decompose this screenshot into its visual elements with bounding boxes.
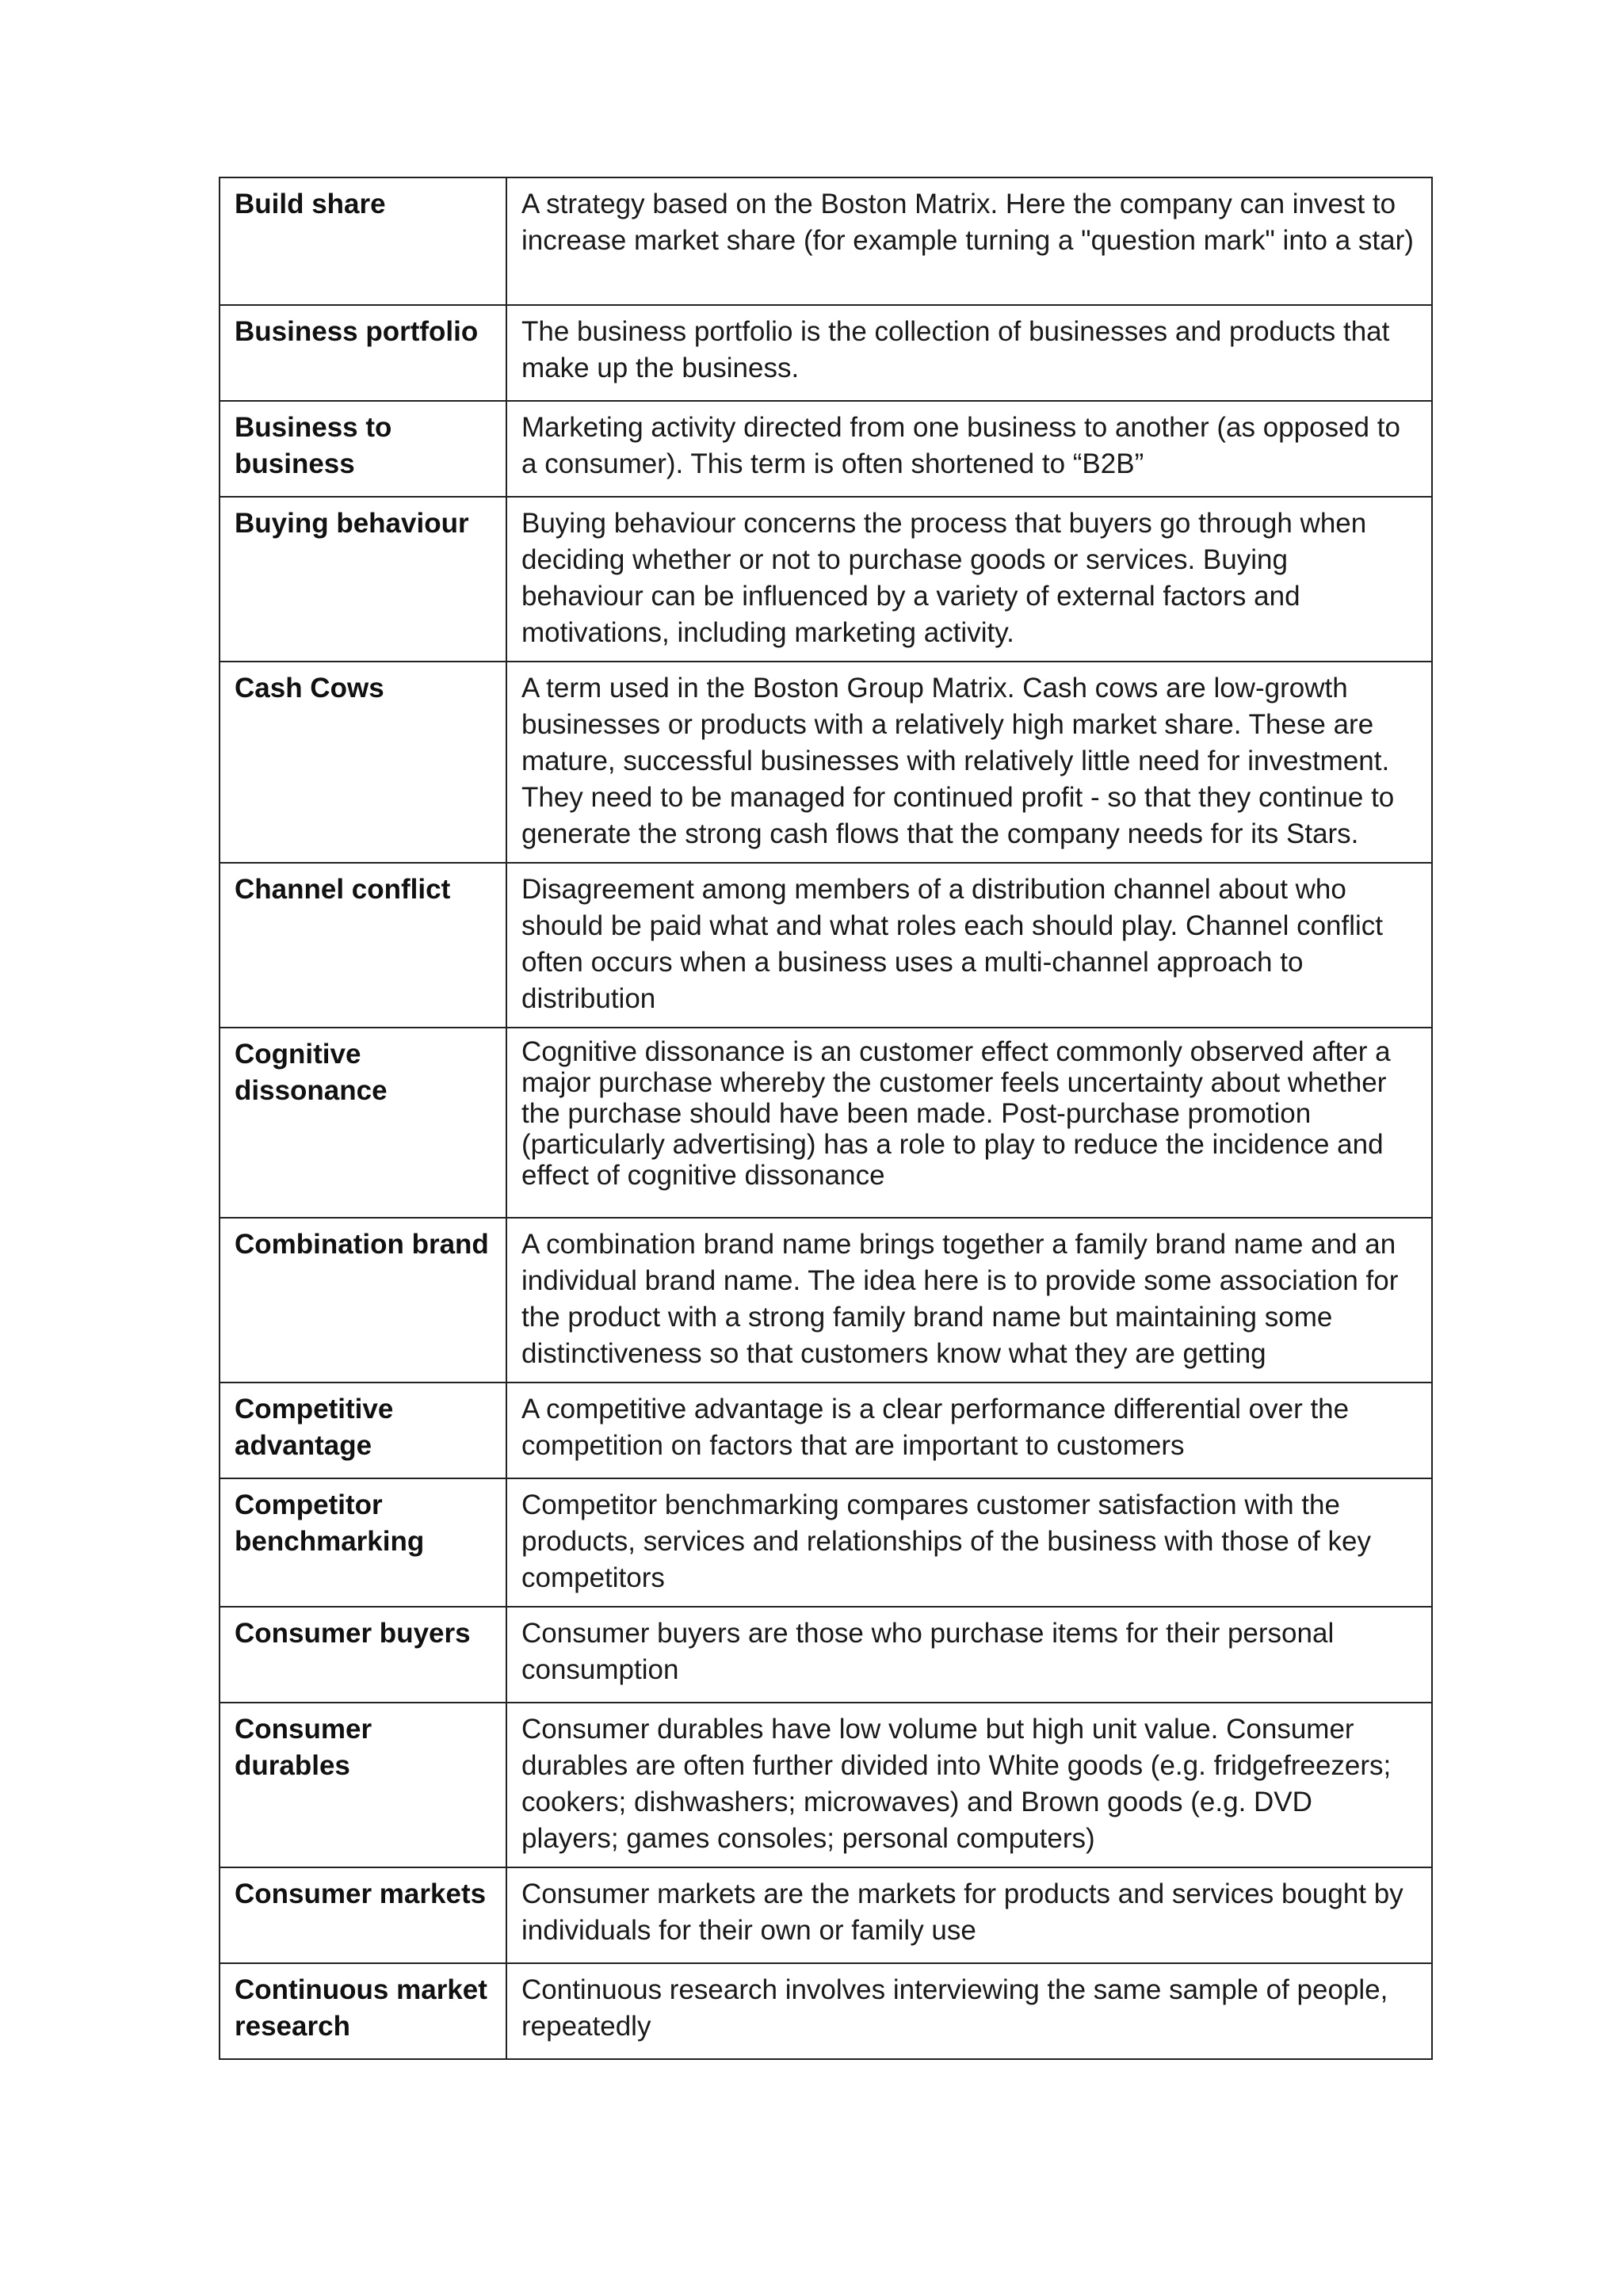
table-row <box>220 1218 1432 1383</box>
glossary-definition: Consumer durables have low volume but high unit value. Consumer durables are often further divided into White goods (e.g. fridgefreezers; cookers; dishwashers; microwaves) and Brown goods (e.g. DVD players; games consoles; personal computers) <box>506 1703 1432 1867</box>
table-row <box>220 1607 1432 1703</box>
glossary-term: Channel conflict <box>220 863 506 1028</box>
table-row <box>220 497 1432 662</box>
table-row <box>220 305 1432 401</box>
glossary-definition: A strategy based on the Boston Matrix. Here the company can invest to increase market share (for example turning a "question mark" into a star) <box>506 177 1432 305</box>
glossary-definition: Disagreement among members of a distribution channel about who should be paid what and what roles each should play. Channel conflict often occurs when a business uses a multi-channel approach to distribution <box>506 863 1432 1028</box>
glossary-term: Combination brand <box>220 1218 506 1383</box>
glossary-definition: Cognitive dissonance is an customer effect commonly observed after a major purchase whereby the customer feels uncertainty about whether the purchase should have been made. Post-purchase promotion (particularly advertising) has a role to play to reduce the incidence and effect of cognitive dissonance <box>506 1028 1432 1218</box>
glossary-definition: The business portfolio is the collection of businesses and products that make up the business. <box>506 305 1432 401</box>
table-row <box>220 863 1432 1028</box>
glossary-term: Consumer buyers <box>220 1607 506 1703</box>
glossary-definition: A combination brand name brings together a family brand name and an individual brand name. The idea here is to provide some association for the product with a strong family brand name but maintaining some distinctiveness so that customers know what they are getting <box>506 1218 1432 1383</box>
glossary-definition: A term used in the Boston Group Matrix. Cash cows are low-growth businesses or products with a relatively high market share. These are mature, successful businesses with relatively little need for investment. They need to be managed for continued profit - so that they continue to generate the strong cash flows that the company needs for its Stars. <box>506 662 1432 863</box>
glossary-term: Cash Cows <box>220 662 506 863</box>
table-row <box>220 1383 1432 1478</box>
glossary-definition: Marketing activity directed from one business to another (as opposed to a consumer). This term is often shortened to “B2B” <box>506 401 1432 497</box>
table-row <box>220 662 1432 863</box>
glossary-term: Consumer markets <box>220 1867 506 1963</box>
glossary-term: Business portfolio <box>220 305 506 401</box>
table-row <box>220 1867 1432 1963</box>
glossary-definition: A competitive advantage is a clear performance differential over the competition on factors that are important to customers <box>506 1383 1432 1478</box>
glossary-term: Competitor benchmarking <box>220 1478 506 1607</box>
glossary-term: Cognitive dissonance <box>220 1028 506 1218</box>
glossary-term: Buying behaviour <box>220 497 506 662</box>
table-row <box>220 177 1432 305</box>
table-row <box>220 1028 1432 1218</box>
table-row <box>220 1703 1432 1867</box>
glossary-term: Continuous market research <box>220 1963 506 2059</box>
glossary-definition: Competitor benchmarking compares customer satisfaction with the products, services and relationships of the business with those of key competitors <box>506 1478 1432 1607</box>
glossary-term: Competitive advantage <box>220 1383 506 1478</box>
glossary-definition: Consumer markets are the markets for products and services bought by individuals for their own or family use <box>506 1867 1432 1963</box>
glossary-term: Build share <box>220 177 506 305</box>
glossary-table <box>219 177 1433 2060</box>
glossary-definition: Continuous research involves interviewing the same sample of people, repeatedly <box>506 1963 1432 2059</box>
glossary-term: Business to business <box>220 401 506 497</box>
glossary-definition: Buying behaviour concerns the process that buyers go through when deciding whether or not to purchase goods or services. Buying behaviour can be influenced by a variety of external factors and motivations, including marketing activity. <box>506 497 1432 662</box>
table-row <box>220 401 1432 497</box>
table-row <box>220 1478 1432 1607</box>
table-row <box>220 1963 1432 2059</box>
glossary-term: Consumer durables <box>220 1703 506 1867</box>
glossary-definition: Consumer buyers are those who purchase items for their personal consumption <box>506 1607 1432 1703</box>
